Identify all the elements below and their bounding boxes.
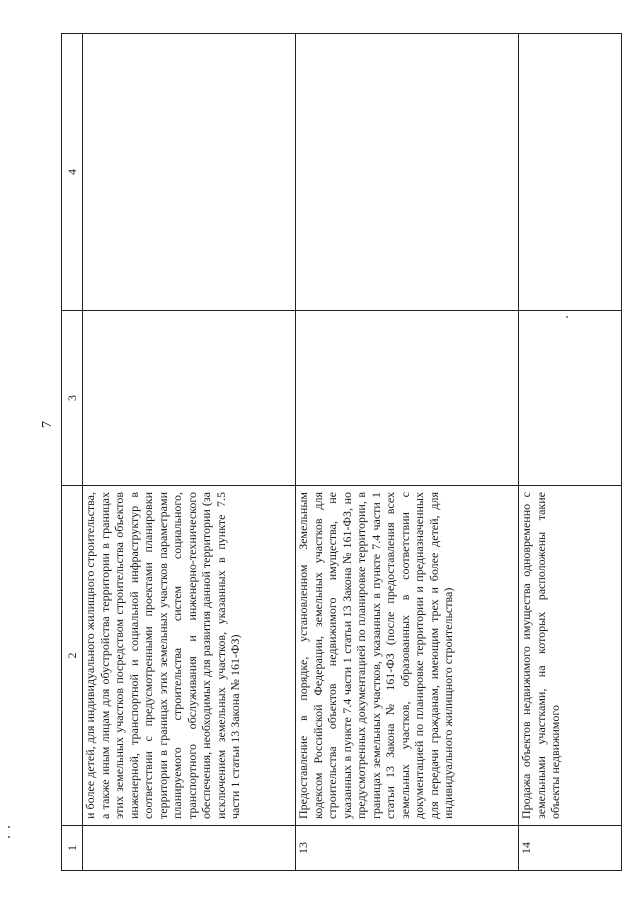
rotated-table-container bbox=[61, 34, 621, 871]
header-cell-3: 3 bbox=[62, 311, 83, 486]
table-row bbox=[83, 34, 296, 871]
row-col4 bbox=[296, 34, 519, 311]
row-col4 bbox=[83, 34, 296, 311]
row-description bbox=[83, 486, 296, 826]
row-number: 14 bbox=[519, 826, 622, 871]
scan-artifact bbox=[8, 826, 10, 828]
header-cell-1: 1 bbox=[62, 826, 83, 871]
row-description bbox=[519, 486, 622, 826]
table-row bbox=[519, 34, 622, 871]
row-description bbox=[296, 486, 519, 826]
scan-artifact bbox=[8, 836, 10, 838]
table-row bbox=[296, 34, 519, 871]
row-col4 bbox=[519, 34, 622, 311]
table-header-row bbox=[62, 34, 83, 871]
header-cell-4: 4 bbox=[62, 34, 83, 311]
row-number bbox=[83, 826, 296, 871]
row-description-text: Предоставление в порядке, установленном Земельным кодексом Российской Федерации, земельных участков для строительства объектов недвижимого имущества, не указанных в пункте 7.4 части 1 статьи 13 Закона № 161-ФЗ, но предусмотренных документацией по планировке территории, в границах земельных участков, указанных в пункте 7.4 части 1 статьи 13 Закона № 161-ФЗ (после предоставления всех земельных участков, образованных в соответствии с документацией по планировке территории и предназначенных для передачи гражданам, имеющим трех и более детей, для индивидуального жилищного строительства) bbox=[296, 492, 455, 819]
header-cell-2: 2 bbox=[62, 486, 83, 826]
row-col3 bbox=[519, 311, 622, 486]
document-table bbox=[61, 33, 622, 871]
row-number: 13 bbox=[296, 826, 519, 871]
row-col3 bbox=[83, 311, 296, 486]
row-description-text: Продажа объектов недвижимого имущества одновременно с земельными участками, на которых расположены такие объекты недвижимого bbox=[519, 492, 562, 819]
page-number: 7 bbox=[40, 421, 55, 428]
row-description-text: и более детей, для индивидуального жилищного строительства, а также иным лицам для обустройства территории в границах этих земельных участков посредством строительства объектов инженерной, транспортной и социальной инфраструктур в соответствии с предусмотренными проектами планировки территории в границах этих земельных участков параметрами планируемого строительства систем социального, транспортного обслуживания и инженерно-технического обеспечения, необходимых для развития данной территории (за исключением земельных участков, указанных в пункте 7.5 части 1 статьи 13 Закона № 161-ФЗ) bbox=[83, 492, 242, 819]
row-col3 bbox=[296, 311, 519, 486]
